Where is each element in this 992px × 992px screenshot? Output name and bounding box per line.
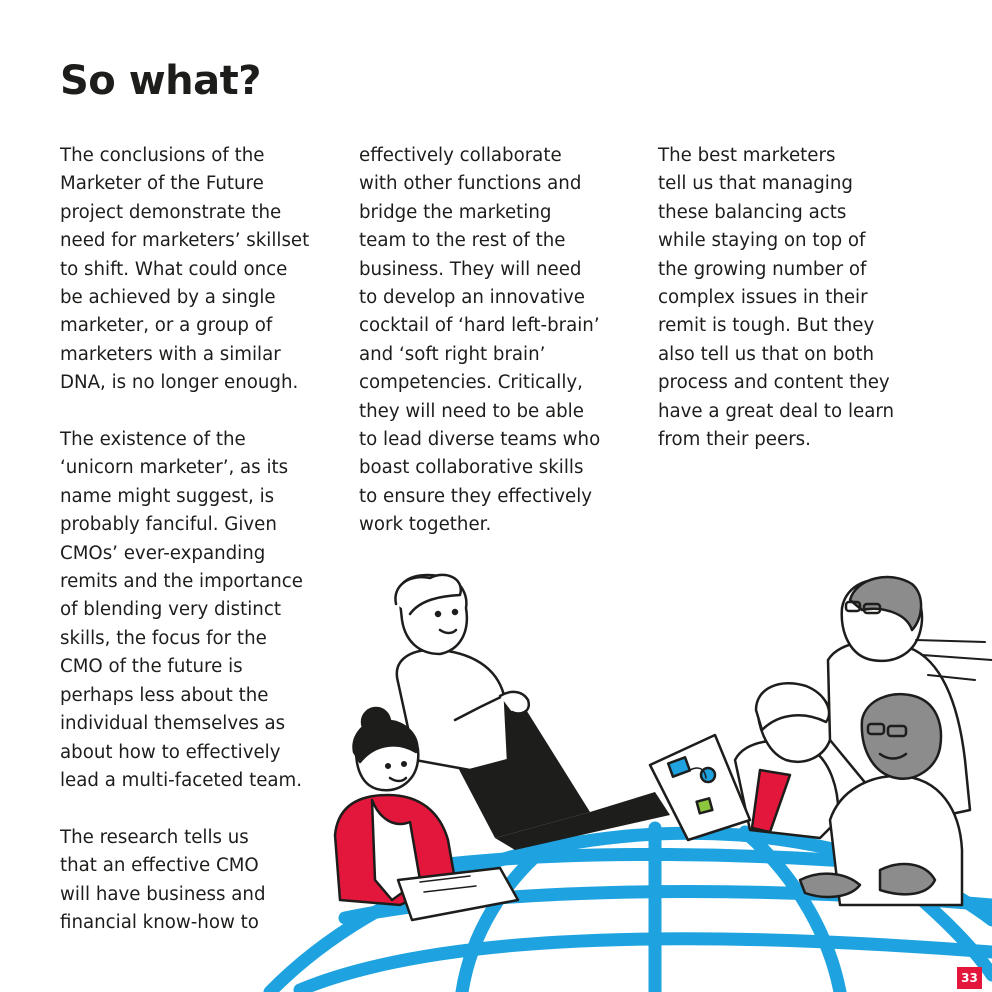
text-line: The existence of the [60,429,246,451]
text-line: project demonstrate the [60,201,282,223]
text-line: Marketer of the Future [60,173,264,195]
man-with-glasses [828,577,992,825]
text-line: remit is tough. But they [658,315,875,337]
text-line: boast collaborative skills [359,457,584,479]
text-line: DNA, is no longer enough. [60,372,299,394]
text-line: process and content they [658,372,890,394]
text-column-2 [359,142,639,568]
page-number-badge: 33 [957,967,982,989]
text-line: lead a multi-faceted team. [60,769,303,791]
text-line: ‘unicorn marketer’, as its [60,457,289,479]
text-line: business. They will need [359,258,582,280]
text-line: CMO of the future is [60,656,243,678]
text-line: of blending very distinct [60,599,281,621]
text-line: that an effective CMO [60,855,259,877]
laptop [432,700,670,850]
text-line: with other functions and [359,173,582,195]
text-line: about how to effectively [60,741,281,763]
text-line: competencies. Critically, [359,372,583,394]
text-line: tell us that managing [658,173,853,195]
text-line: these balancing acts [658,201,847,223]
text-line: team to the rest of the [359,230,566,252]
text-line: need for marketers’ skillset [60,230,310,252]
text-line: while staying on top of [658,230,866,252]
text-line: remits and the importance [60,571,303,593]
text-line: marketer, or a group of [60,315,273,337]
text-line: work together. [359,514,492,536]
globe [270,828,992,992]
text-line: probably fanciful. Given [60,514,277,536]
text-line: also tell us that on both [658,343,875,365]
text-line: to shift. What could once [60,258,288,280]
text-line: financial know-how to [60,911,259,933]
text-line: CMOs’ ever-expanding [60,542,266,564]
text-line: The best marketers [658,145,836,166]
text-line: to ensure they effectively [359,485,593,507]
page-title: So what? [60,58,261,104]
text-column-1 [60,142,340,966]
text-line: the growing number of [658,258,867,280]
text-line: complex issues in their [658,287,868,309]
text-line: from their peers. [658,429,811,451]
text-line: be achieved by a single [60,287,276,309]
text-line: will have business and [60,883,266,905]
text-line: skills, the focus for the [60,627,267,649]
text-line: The conclusions of the [60,145,265,166]
body-paragraph [60,824,340,938]
text-line: to develop an innovative [359,287,585,309]
woman-red-cardigan [335,708,518,920]
body-paragraph [359,142,639,540]
text-line: effectively collaborate [359,145,562,166]
text-line: bridge the marketing [359,201,552,223]
woman-with-document [650,683,838,840]
text-line: they will need to be able [359,400,584,422]
text-line: perhaps less about the [60,684,269,706]
text-line: The research tells us [60,826,249,848]
text-line: name might suggest, is [60,485,275,507]
body-paragraph [60,426,340,795]
text-line: cocktail of ‘hard left-brain’ [359,315,600,337]
text-column-3 [658,142,938,483]
text-line: individual themselves as [60,713,286,735]
man-standing [395,575,528,770]
text-line: have a great deal to learn [658,400,895,422]
body-paragraph [658,142,938,454]
text-line: to lead diverse teams who [359,429,601,451]
text-line: marketers with a similar [60,343,281,365]
text-line: and ‘soft right brain’ [359,343,546,365]
bald-man [800,694,962,905]
body-paragraph [60,142,340,398]
